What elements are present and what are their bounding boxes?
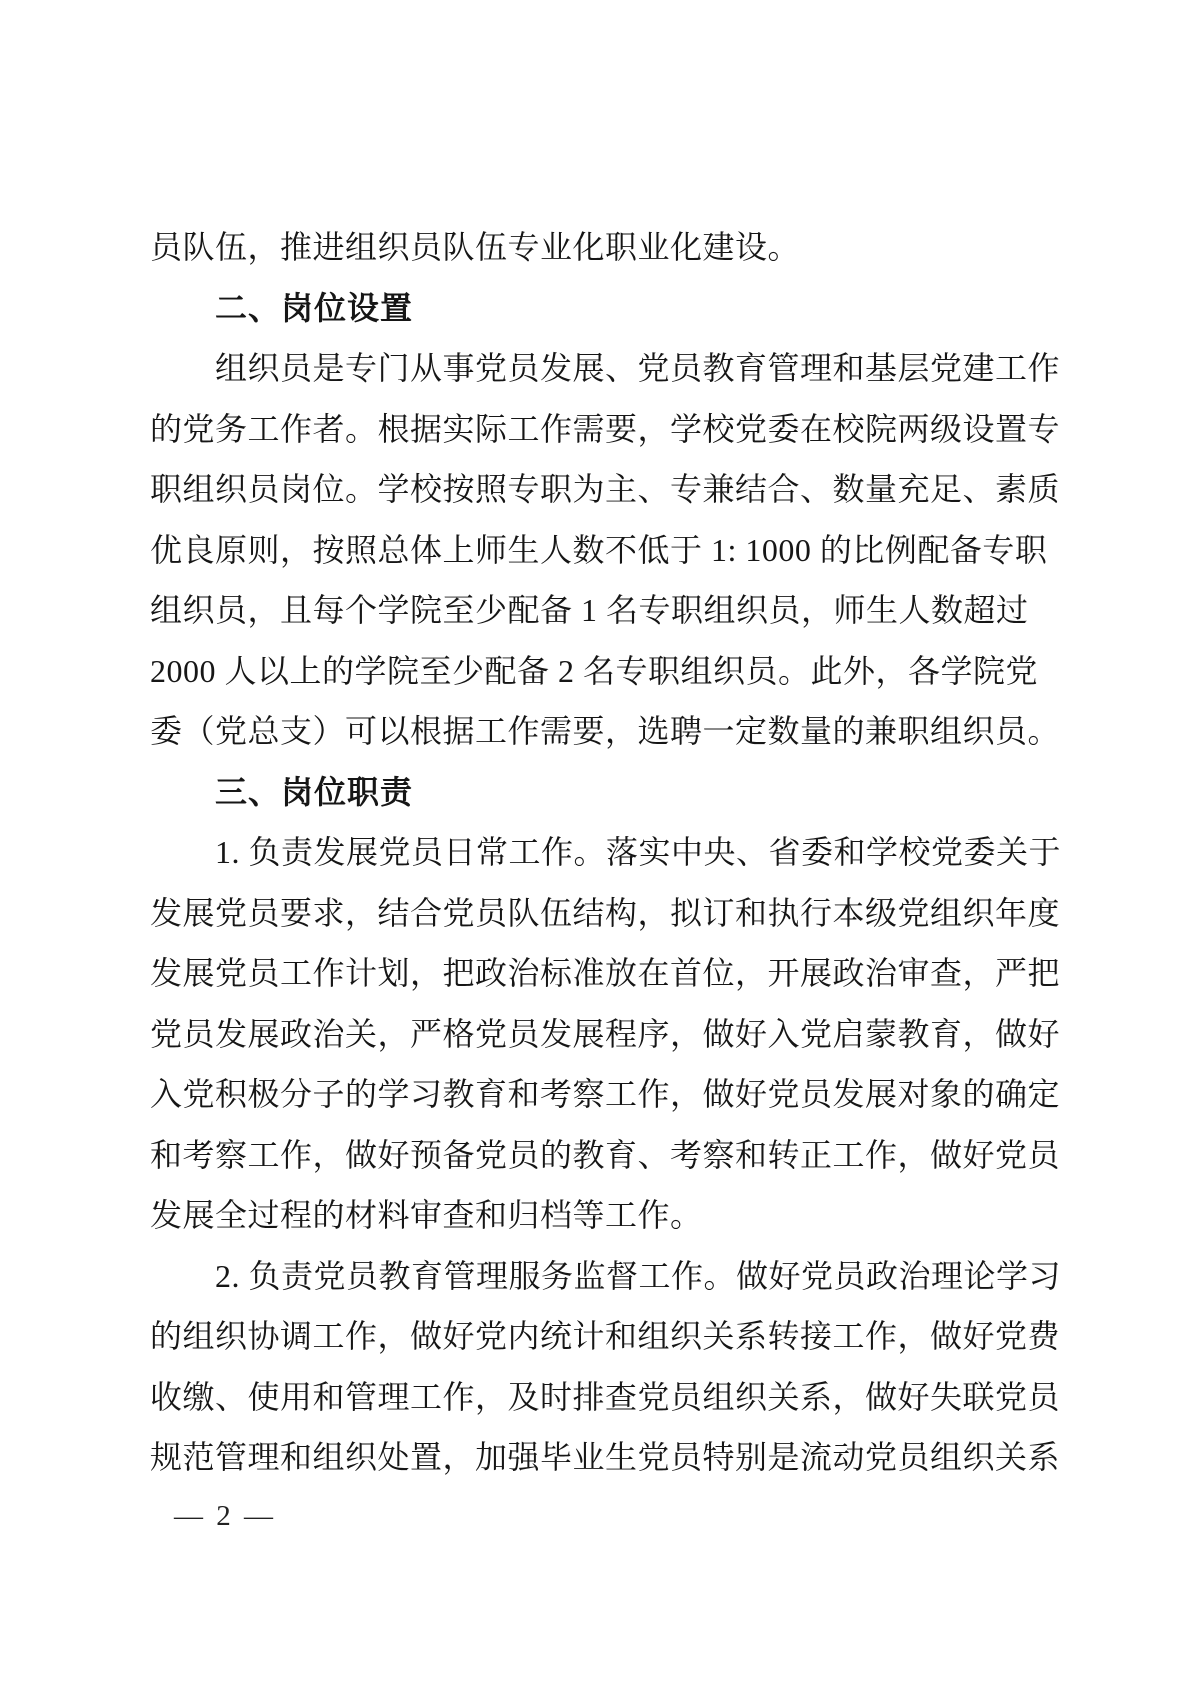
body-line: 优良原则，按照总体上师生人数不低于 1: 1000 的比例配备专职: [150, 531, 1048, 568]
body-line: 2000 人以上的学院至少配备 2 名专职组织员。此外，各学院党: [150, 652, 1039, 689]
body-line: 发展党员工作计划，把政治标准放在首位，开展政治审查，严把: [150, 955, 1061, 991]
document-body: [150, 217, 1062, 1488]
body-line: 规范管理和组织处置，加强毕业生党员特别是流动党员组织关系: [150, 1439, 1061, 1475]
body-line: 员队伍，推进组织员队伍专业化职业化建设。: [150, 229, 801, 265]
body-line: 委（党总支）可以根据工作需要，选聘一定数量的兼职组织员。: [150, 713, 1061, 749]
body-line: 的组织协调工作，做好党内统计和组织关系转接工作，做好党费: [150, 1318, 1061, 1354]
body-line: 2. 负责党员教育管理服务监督工作。做好党员政治理论学习: [215, 1257, 1062, 1294]
body-line: 组织员是专门从事党员发展、党员教育管理和基层党建工作: [215, 350, 1061, 386]
body-line: 收缴、使用和管理工作，及时排查党员组织关系，做好失联党员: [150, 1378, 1061, 1415]
body-line: 发展党员要求，结合党员队伍结构，拟订和执行本级党组织年度: [150, 894, 1061, 931]
section-heading: 三、岗位职责: [215, 773, 414, 810]
body-line: 组织员，且每个学院至少配备 1 名专职组织员，师生人数超过: [150, 592, 1029, 628]
body-line: 入党积极分子的学习教育和考察工作，做好党员发展对象的确定: [150, 1076, 1061, 1112]
body-line: 的党务工作者。根据实际工作需要，学校党委在校院两级设置专: [150, 410, 1061, 447]
page-number: — 2 —: [174, 1500, 276, 1532]
body-line: 党员发展政治关，严格党员发展程序，做好入党启蒙教育，做好: [150, 1015, 1061, 1052]
body-line: 和考察工作，做好预备党员的教育、考察和转正工作，做好党员: [150, 1136, 1061, 1173]
section-heading: 二、岗位设置: [215, 289, 414, 326]
body-line: 发展全过程的材料审查和归档等工作。: [150, 1197, 703, 1233]
body-line: 职组织员岗位。学校按照专职为主、专兼结合、数量充足、素质: [150, 471, 1061, 507]
body-line: 1. 负责发展党员日常工作。落实中央、省委和学校党委关于: [215, 834, 1062, 870]
